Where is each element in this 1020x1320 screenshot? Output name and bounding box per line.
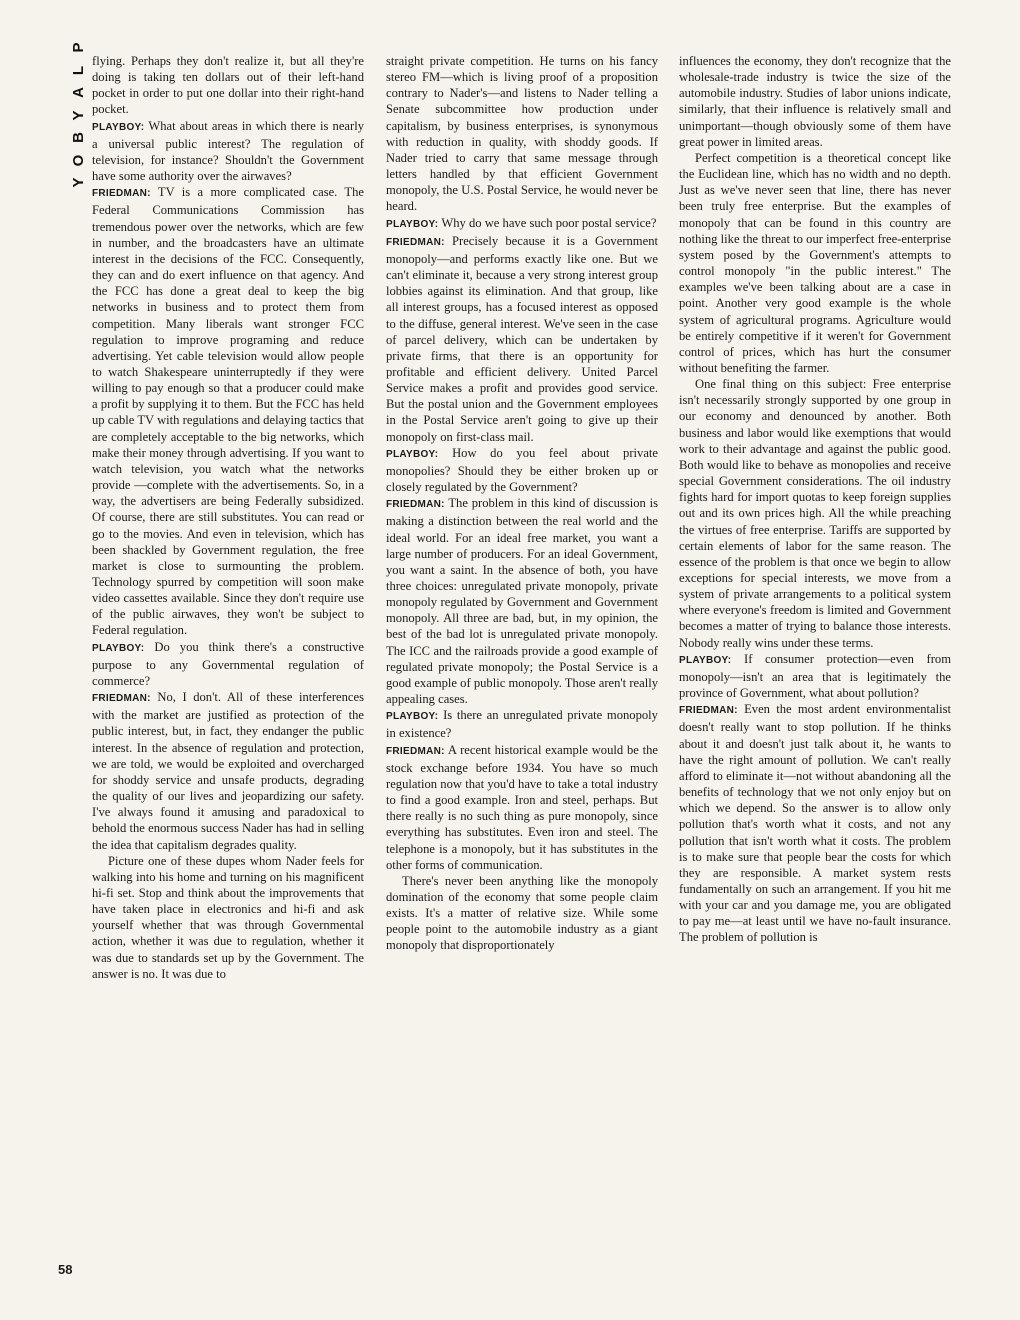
paragraph-text: What about areas in which there is nearly a universal public interest? The regulation of television, for instance? Shouldn't the Government have some authority over the airwaves? [92, 118, 364, 184]
body-paragraph [92, 853, 364, 982]
interview-paragraph [386, 742, 658, 873]
speaker-label: PLAYBOY: [386, 711, 439, 723]
masthead-vertical [66, 40, 90, 190]
interview-paragraph [92, 689, 364, 853]
paragraph-text: influences the economy, they don't recognize that the wholesale-trade industry is twice the size of the automobile industry. Studies of labor unions indicate, similarly, that their influence is relatively small and unimportant—though obviously some of them have great power in limited areas. [679, 54, 951, 149]
paragraph-text: Picture one of these dupes whom Nader feels for walking into his home and turning on his magnificent hi-fi set. Stop and think about the improvements that have taken place in electronics and hi-fi and ask yourself whether that was through Governmental action, whether it was due to regulation, whether it was due to standards set up by the Government. The answer is no. It was due to [92, 853, 364, 981]
paragraph-text: flying. Perhaps they don't realize it, but all they're doing is taking ten dollars out of their left-hand pocket in order to put one dollar into their right-hand pocket. [92, 54, 364, 117]
paragraph-text: Do you think there's a constructive purpose to any Governmental regulation of commerce? [92, 639, 364, 688]
masthead-letter: P [69, 42, 87, 53]
paragraph-text: Even the most ardent environmentalist doesn't really want to stop pollution. If he thinks about it and doesn't just talk about it, he wants to have the right amount of pollution. We can't really afford to eliminate it—not without abandoning all the benefits of technology that we not only enjoy but on which we depend. So the answer is to allow only pollution that's worth what it costs, and not any pollution that isn't worth what it costs. The problem is to make sure that people bear the costs for which they are responsible. A market system rests fundamentally on such an arrangement. If you hit me with your car and you damage me, you are obligated to pay me—at least until we have no-fault insurance. The problem of pollution is [679, 702, 951, 945]
text-column-2 [386, 53, 658, 1278]
paragraph-text: How do you feel about private monopolies? Should they be either broken up or closely regulated by the Government? [386, 445, 658, 495]
paragraph-text: If consumer protection—even from monopoly—isn't an area that is legitimately the province of Government, what about pollution? [679, 651, 951, 701]
masthead-letter: Y [69, 177, 87, 188]
text-column-1 [92, 53, 364, 1278]
paragraph-text: Precisely because it is a Government monopoly—and performs exactly like one. But we can't eliminate it, because a very strong interest group lobbies against its elimination. And that group, like all interest groups, has a focused interest as opposed to the diffuse, general interest. We've seen in the case of parcel delivery, which can be undertaken by private firms, that there is an opportunity for profitable and efficient delivery. United Parcel Service makes a profit and provides good service. But the postal union and the Government employees in the Postal Service aren't going to give up their monopoly on first-class mail. [386, 233, 658, 444]
speaker-label: PLAYBOY: [679, 654, 732, 666]
interview-paragraph [386, 707, 658, 741]
body-paragraph [679, 150, 951, 376]
body-paragraph [92, 53, 364, 118]
speaker-label: FRIEDMAN: [679, 705, 738, 717]
masthead-letter: B [69, 132, 87, 143]
paragraph-text: Why do we have such poor postal service? [441, 215, 657, 230]
speaker-label: PLAYBOY: [92, 121, 145, 133]
interview-paragraph [386, 495, 658, 707]
speaker-label: FRIEDMAN: [92, 188, 151, 200]
paragraph-text: One final thing on this subject: Free enterprise isn't necessarily strongly supported by one group in our economy and denounced by another. Both business and labor would like exemptions that would work to their advantage and against the public good. Both would like to behave as monopolies and receive special Government considerations. The oil industry fights hard for import quotas to keep foreign supplies out and its own prices high. All the while preaching the virtues of free enterprise. Tariffs are supported by certain elements of labor for the same reason. The essence of the problem is that once we begin to allow exceptions for special interests, we move from a system of private arrangements to a political system where everyone's freedom is limited and Government becomes a matter of trying to balance those interests. Nobody really wins under these terms. [679, 377, 951, 650]
interview-paragraph [92, 639, 364, 689]
speaker-label: FRIEDMAN: [386, 236, 445, 248]
page-number: 58 [58, 1262, 73, 1277]
masthead-letter: L [69, 65, 87, 75]
interview-paragraph [92, 118, 364, 185]
text-column-3 [679, 53, 951, 1278]
paragraph-text: A recent historical example would be the stock exchange before 1934. You have so much regulation now that you'd have to take a total industry to find a good example. Iron and steel, perhaps. But there really is no such thing as pure monopoly, since everything has substitutes. Even iron and steel. The telephone is a monopoly, but it has substitutes in the other forms of communication. [386, 742, 658, 872]
body-paragraph [679, 376, 951, 651]
paragraph-text: TV is a more complicated case. The Federal Communications Commission has tremendous power over the networks, which are few in number, and the broadcasters have an ultimate interest in the decisions of the FCC. Consequently, they can and do exert influence on that agency. And the FCC has done a great deal to keep the big networks in business and to protect them from competition. Many liberals want stronger FCC regulation to improve programing and reduce advertising. Yet cable television would allow people to watch Shakespeare uninterruptedly if they were willing to pay enough so that a producer could make a profit by supplying it to them. But the FCC has held up cable TV with regulations and delaying tactics that are completely acceptable to the big networks, which make their money through advertising. If you want to watch television, you watch what the networks provide —complete with the advertisements. So, in a way, the advertisers are being Federally subsidized. Of course, there are still substitutes. You can read or go to the movies. And even in television, which has been shackled by Government regulation, the free market is close to surmounting the problem. Technology spurred by competition will soon make video cassettes available. Since they don't require use of the public airwaves, they won't be subject to Federal regulation. [92, 185, 364, 638]
paragraph-text: Perfect competition is a theoretical concept like the Euclidean line, which has no width and no depth. Just as we've never seen that line, there has never been truly free enterprise. But the examples of monopoly that can be found in this country are nothing like the threat to our imperfect free-enterprise system posed by the Government's attempts to control monopoly "in the public interest." The examples we've been talking about are a case in point. Another very good example is the whole system of agricultural programs. Agriculture would be entirely competitive if it weren't for Government control of prices, which has hurt the consumer without benefiting the farmer. [679, 150, 951, 375]
body-paragraph [679, 53, 951, 150]
interview-paragraph [386, 445, 658, 495]
paragraph-text: Is there an unregulated private monopoly in existence? [386, 708, 658, 741]
interview-paragraph [92, 184, 364, 638]
paragraph-text: The problem in this kind of discussion is making a distinction between the real world and the ideal world. For an ideal free market, you want a large number of producers. For an ideal Government, you want a saint. In the absence of both, you have three choices: unregulated private monopoly, private monopoly regulated by Government and Government monopoly. All three are bad, but, in my opinion, the best of the bad lot is unregulated private monopoly. The ICC and the railroads provide a good example of regulated private monopoly; the Postal Service is a good example of public monopoly. Those aren't really appealing cases. [386, 496, 658, 707]
paragraph-text: There's never been anything like the monopoly domination of the economy that some people claim exists. It's a matter of relative size. While some people point to the automobile industry as a giant monopoly that disproportionately [386, 873, 658, 953]
interview-paragraph [679, 651, 951, 701]
interview-paragraph [386, 215, 658, 233]
speaker-label: PLAYBOY: [386, 448, 439, 460]
body-paragraph [386, 53, 658, 215]
interview-paragraph [386, 233, 658, 445]
interview-paragraph [679, 701, 951, 945]
paragraph-text: No, I don't. All of these interferences with the market are justified as protection of the public interest, but, in fact, they endanger the public interest. In the absence of regulation and protection, we are told, we would be exploited and overcharged for shoddy service and unsafe products, degrading the quality of our lives and jeopardizing our safety. I've always found it amusing and paradoxical to behold the enormous success Nader has had in selling the idea that capitalism degrades quality. [92, 690, 364, 852]
masthead-letter: O [69, 154, 87, 166]
speaker-label: FRIEDMAN: [386, 499, 445, 511]
speaker-label: FRIEDMAN: [92, 693, 151, 705]
paragraph-text: straight private competition. He turns on his fancy stereo FM—which is living proof of a proposition contrary to Nader's—and listens to Nader telling a Senate subcommittee how production under capitalism, by business enterprises, is synonymous with reduction in quality, with shoddy goods. If Nader tried to carry that same message through letters handled by that efficient Government monopoly, the U.S. Postal Service, he would never be heard. [386, 54, 658, 214]
body-paragraph [386, 873, 658, 954]
speaker-label: PLAYBOY: [92, 642, 145, 654]
speaker-label: PLAYBOY: [386, 218, 439, 230]
masthead-letter: A [69, 87, 87, 98]
speaker-label: FRIEDMAN: [386, 745, 445, 757]
masthead-letter: Y [69, 110, 87, 121]
